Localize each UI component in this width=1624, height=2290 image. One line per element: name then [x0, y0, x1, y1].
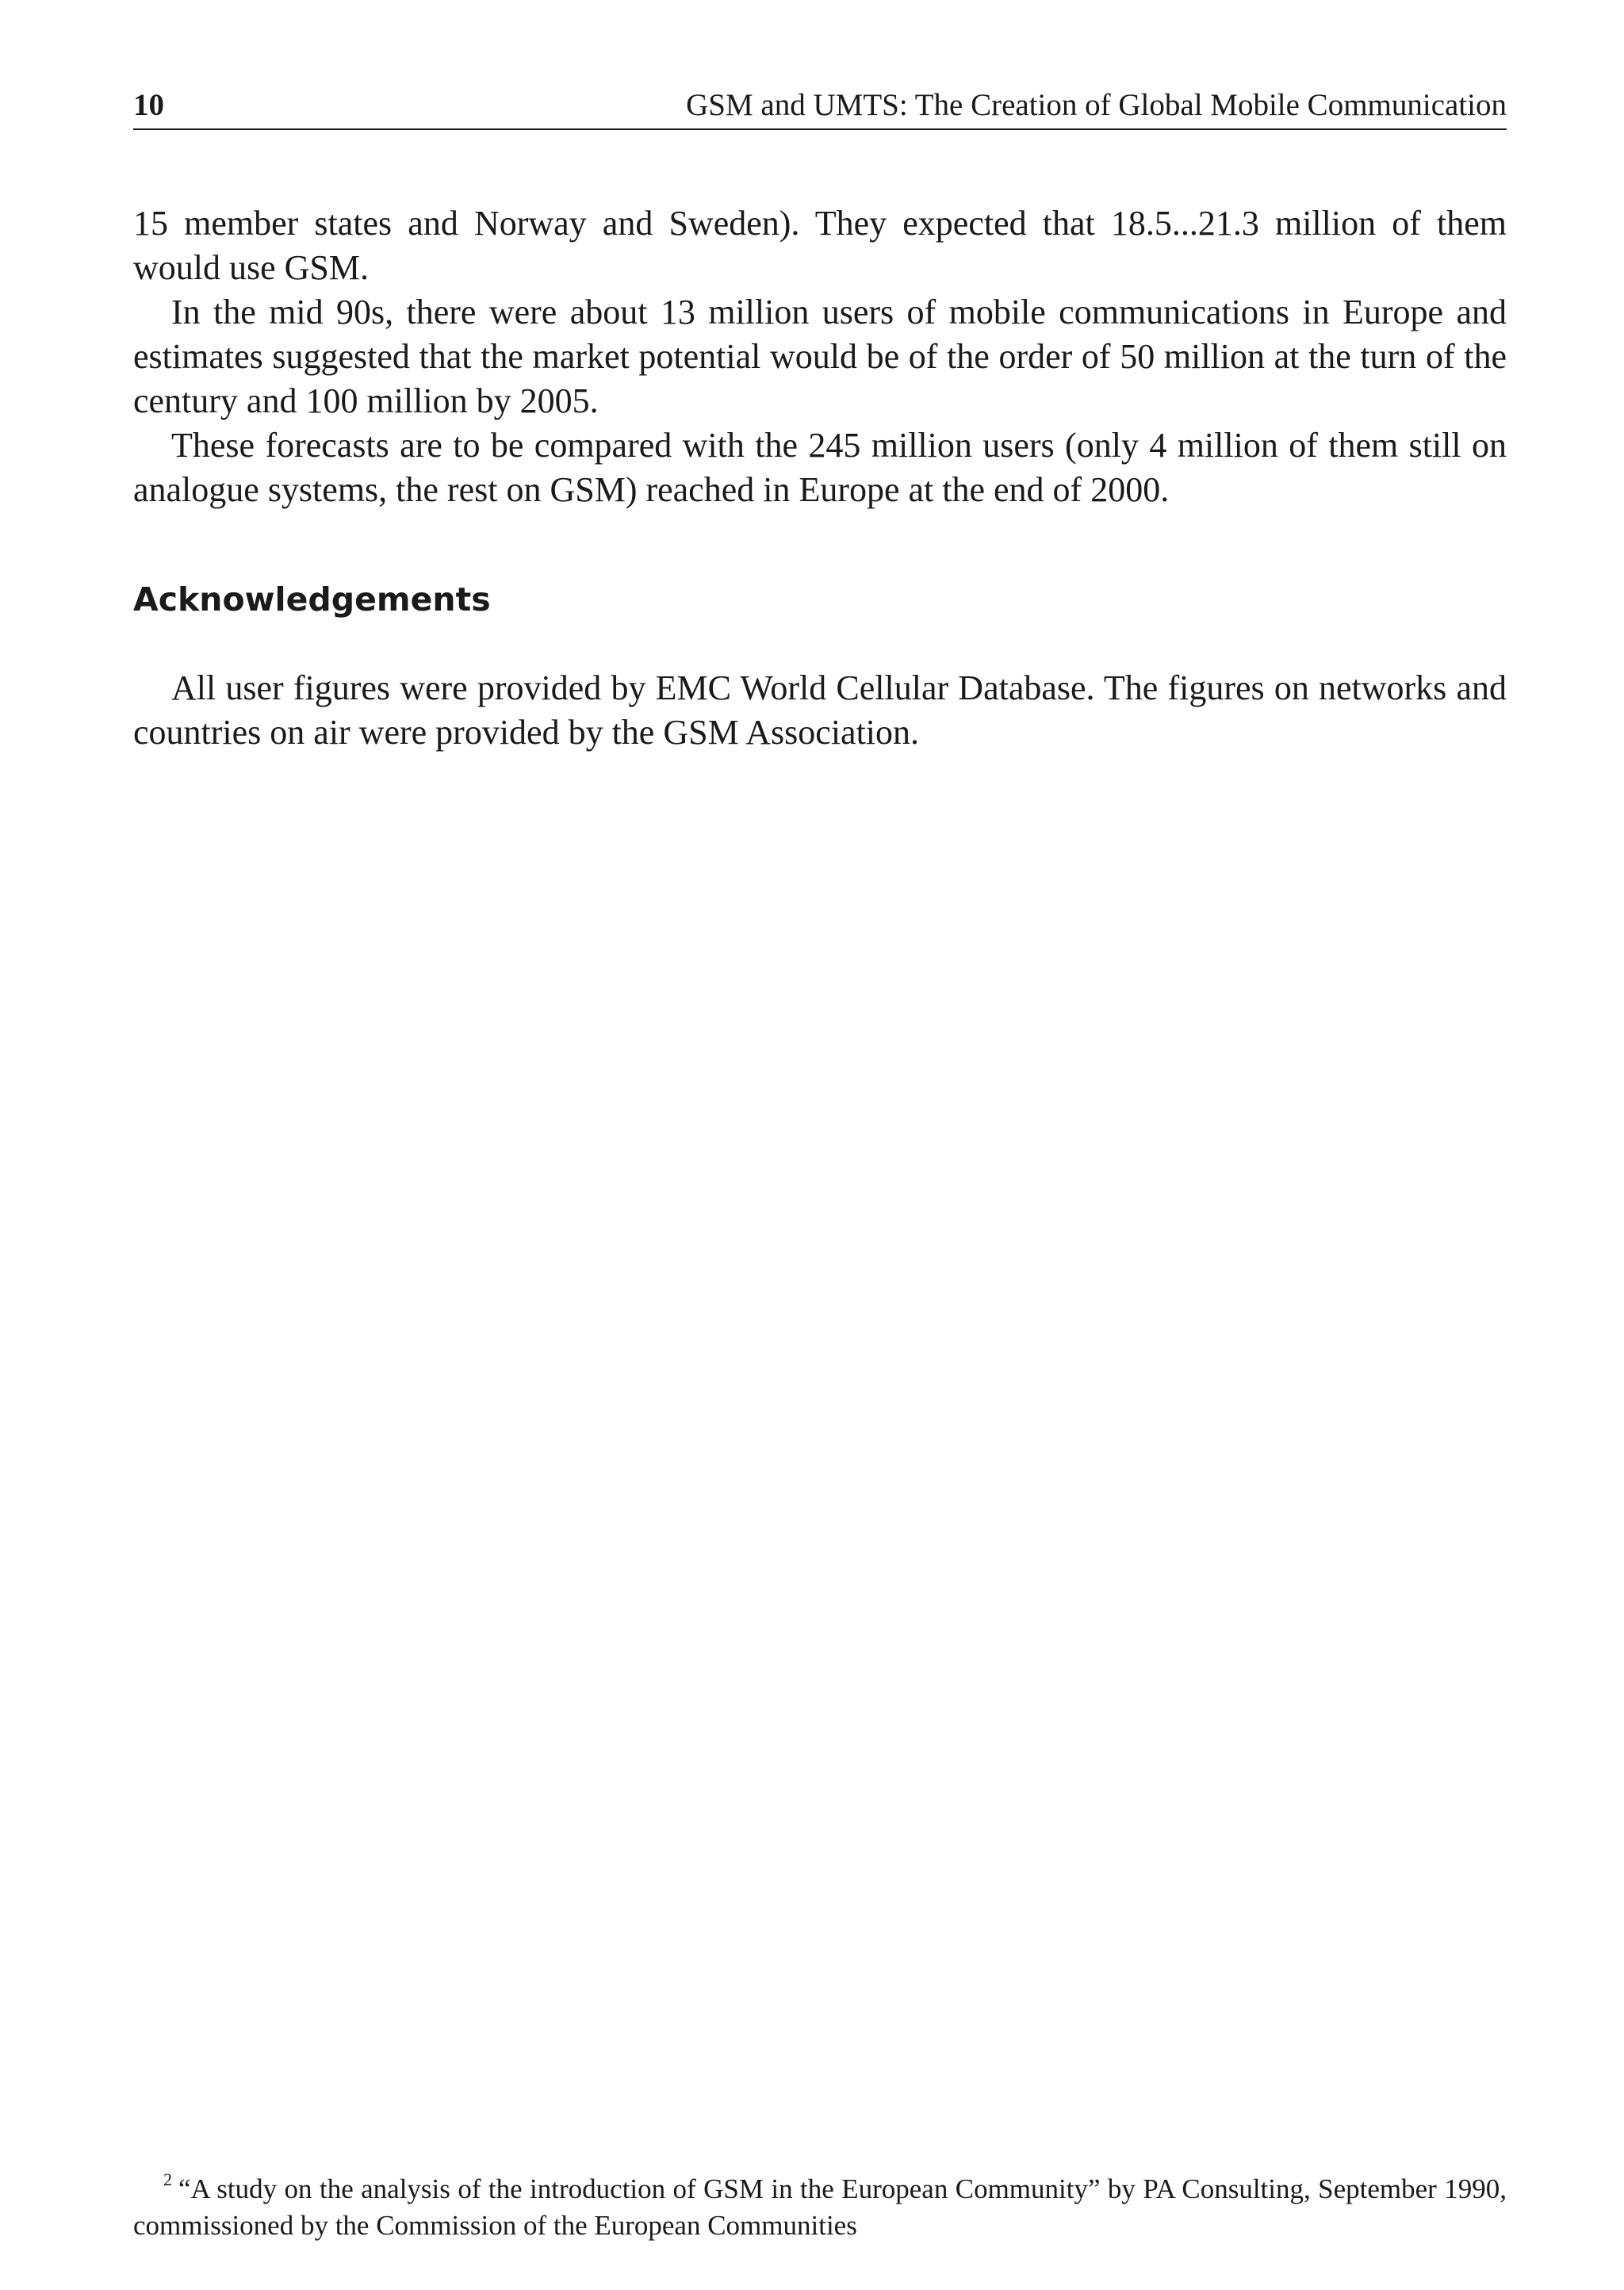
- running-title: GSM and UMTS: The Creation of Global Mobile Communication: [686, 88, 1507, 122]
- body-text: [133, 201, 1507, 512]
- acknowledgements-text: [133, 666, 1507, 755]
- running-head: [133, 82, 1507, 130]
- paragraph-forecast-comparison: These forecasts are to be compared with the 245 million users (only 4 million of them still on analogue systems, the rest on GSM) reached in Europe at the end of 2000.: [133, 426, 1507, 509]
- paragraph-continuation: 15 member states and Norway and Sweden). They expected that 18.5...21.3 million of them would use GSM.: [133, 204, 1507, 287]
- footnote-marker: 2: [163, 2169, 172, 2189]
- section-heading-acknowledgements: Acknowledgements: [133, 580, 491, 618]
- page-number: 10: [133, 88, 164, 122]
- footnote-text: “A study on the analysis of the introduction of GSM in the European Community” by PA Consulting, September 1990, commissioned by the Commission of the European Communities: [133, 2173, 1507, 2241]
- paragraph-market-estimates: In the mid 90s, there were about 13 million users of mobile communications in Europe and estimates suggested that the market potential would be of the order of 50 million at the turn of the century and 100 million by 2005.: [133, 293, 1507, 420]
- footnote-paragraph: [133, 2171, 1507, 2244]
- acknowledgements-paragraph: All user figures were provided by EMC World Cellular Database. The figures on networks and countries on air were provided by the GSM Association.: [133, 668, 1507, 752]
- footnote: [133, 2171, 1507, 2244]
